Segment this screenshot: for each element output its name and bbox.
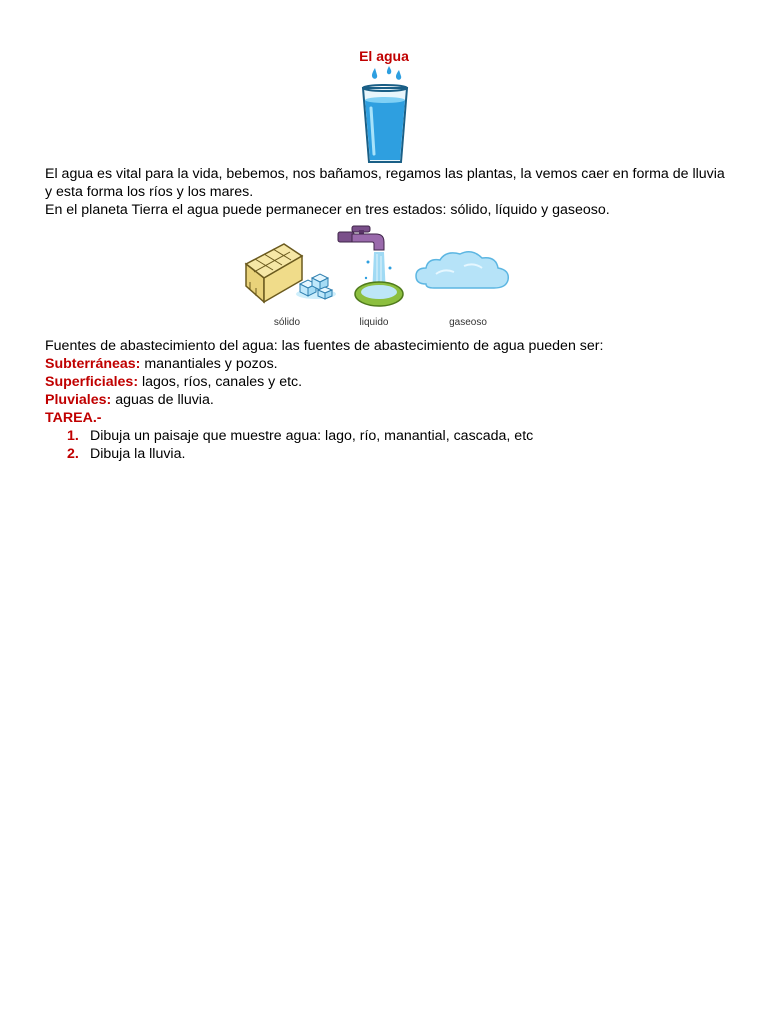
cloud-icon	[416, 252, 508, 288]
sources-section	[45, 337, 725, 463]
source-label: Subterráneas:	[45, 356, 141, 372]
source-text: aguas de lluvia.	[111, 392, 214, 408]
state-label-gas: gaseoso	[449, 317, 487, 328]
source-item-rain	[45, 391, 725, 409]
task-heading: TAREA.-	[45, 410, 102, 426]
state-label-solid: sólido	[273, 317, 301, 328]
source-text: lagos, ríos, canales y etc.	[138, 374, 303, 390]
ice-tray-icon	[246, 244, 302, 302]
task-number: 1.	[67, 428, 79, 444]
task-number: 2.	[67, 446, 79, 462]
task-list	[45, 427, 725, 463]
source-item-underground	[45, 355, 725, 373]
water-states-illustration	[240, 222, 530, 334]
source-text: manantiales y pozos.	[140, 356, 278, 372]
task-item	[45, 445, 725, 463]
source-label: Superficiales:	[45, 374, 139, 390]
task-item	[45, 427, 725, 445]
state-label-liquid: liquido	[359, 317, 389, 328]
source-label: Pluviales:	[45, 392, 112, 408]
page-title: El agua	[359, 48, 409, 64]
task-text: Dibuja la lluvia.	[90, 446, 186, 462]
task-text: Dibuja un paisaje que muestre agua: lago, río, manantial, cascada, etc	[90, 428, 534, 444]
intro-line-1: El agua es vital para la vida, bebemos, nos bañamos, regamos las plantas, la vemos caer en forma de lluvia y esta forma los ríos y los mares.	[45, 166, 725, 200]
sources-intro: Fuentes de abastecimiento del agua: las fuentes de abastecimiento de agua pueden ser:	[45, 338, 604, 354]
intro-line-2: En el planeta Tierra el agua puede permanecer en tres estados: sólido, líquido y gaseoso.	[45, 202, 610, 218]
faucet-icon	[338, 226, 403, 306]
water-glass-icon	[349, 64, 421, 168]
source-item-surface	[45, 373, 725, 391]
intro-paragraph	[45, 165, 725, 219]
